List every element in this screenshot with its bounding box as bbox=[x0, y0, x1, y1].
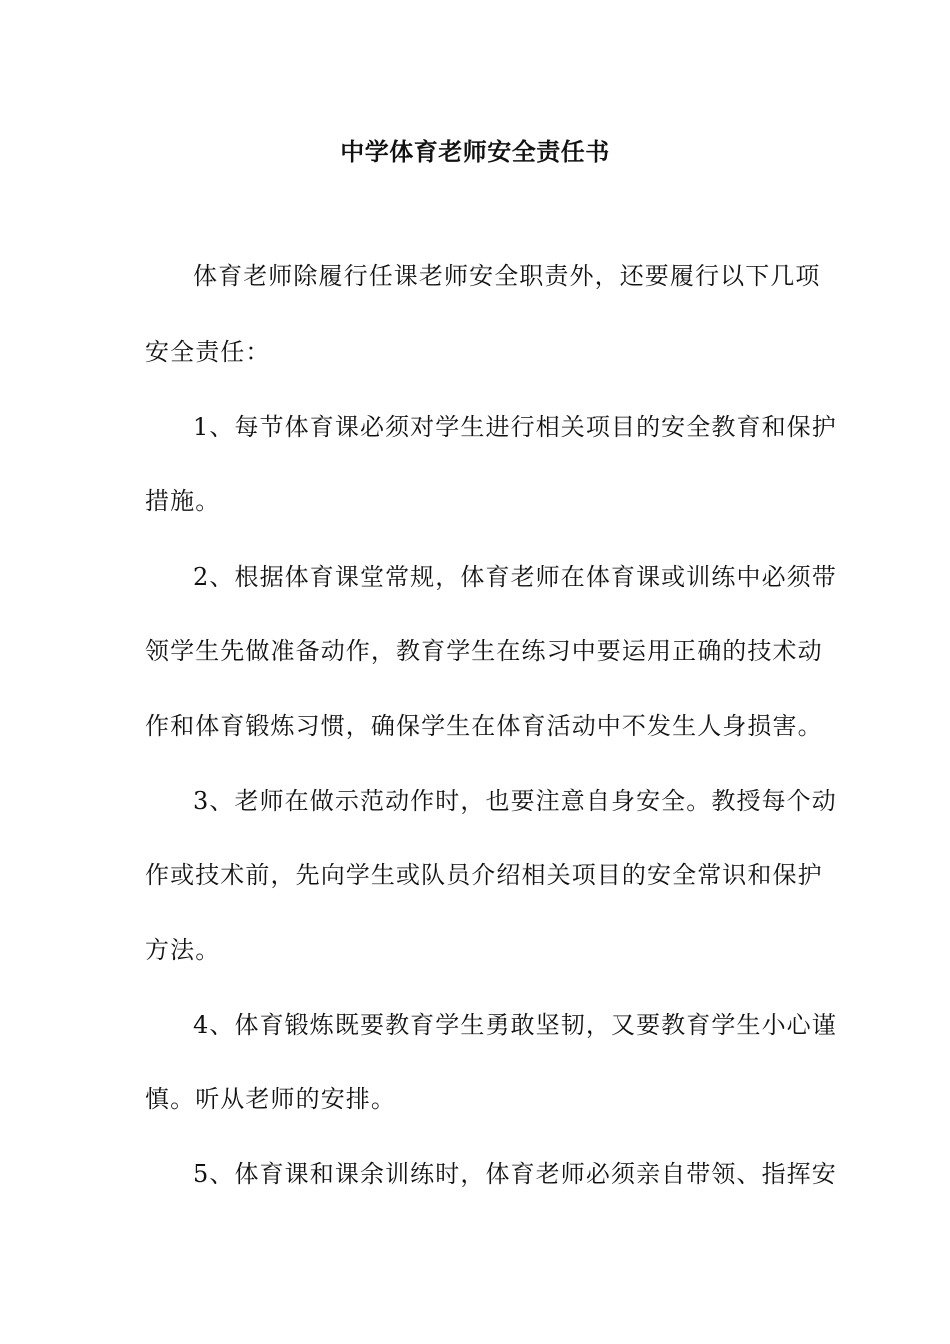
item-2-line-3: 作和体育锻炼习惯，确保学生在体育活动中不发生人身损害。 bbox=[145, 712, 823, 740]
item-1-line-1: 1、每节体育课必须对学生进行相关项目的安全教育和保护 bbox=[193, 413, 837, 441]
item-3-line-2: 作或技术前，先向学生或队员介绍相关项目的安全常识和保护 bbox=[145, 861, 823, 889]
item-5-line-1: 5、体育课和课余训练时，体育老师必须亲自带领、指挥安 bbox=[193, 1160, 837, 1188]
item-3-line-1: 3、老师在做示范动作时，也要注意自身安全。教授每个动 bbox=[193, 787, 837, 815]
item-2-line-2: 领学生先做准备动作，教育学生在练习中要运用正确的技术动 bbox=[145, 637, 823, 665]
item-3-line-3: 方法。 bbox=[145, 936, 221, 964]
paragraph-intro-line-1: 体育老师除履行任课老师安全职责外，还要履行以下几项 bbox=[193, 262, 821, 290]
item-4-line-1: 4、体育锻炼既要教育学生勇敢坚韧，又要教育学生小心谨 bbox=[193, 1011, 837, 1039]
document-title: 中学体育老师安全责任书 bbox=[340, 137, 610, 166]
item-4-line-2: 慎。听从老师的安排。 bbox=[145, 1085, 396, 1113]
item-1-line-2: 措施。 bbox=[145, 487, 221, 515]
paragraph-intro-line-2: 安全责任： bbox=[145, 338, 271, 366]
item-2-line-1: 2、根据体育课堂常规，体育老师在体育课或训练中必须带 bbox=[193, 563, 837, 591]
